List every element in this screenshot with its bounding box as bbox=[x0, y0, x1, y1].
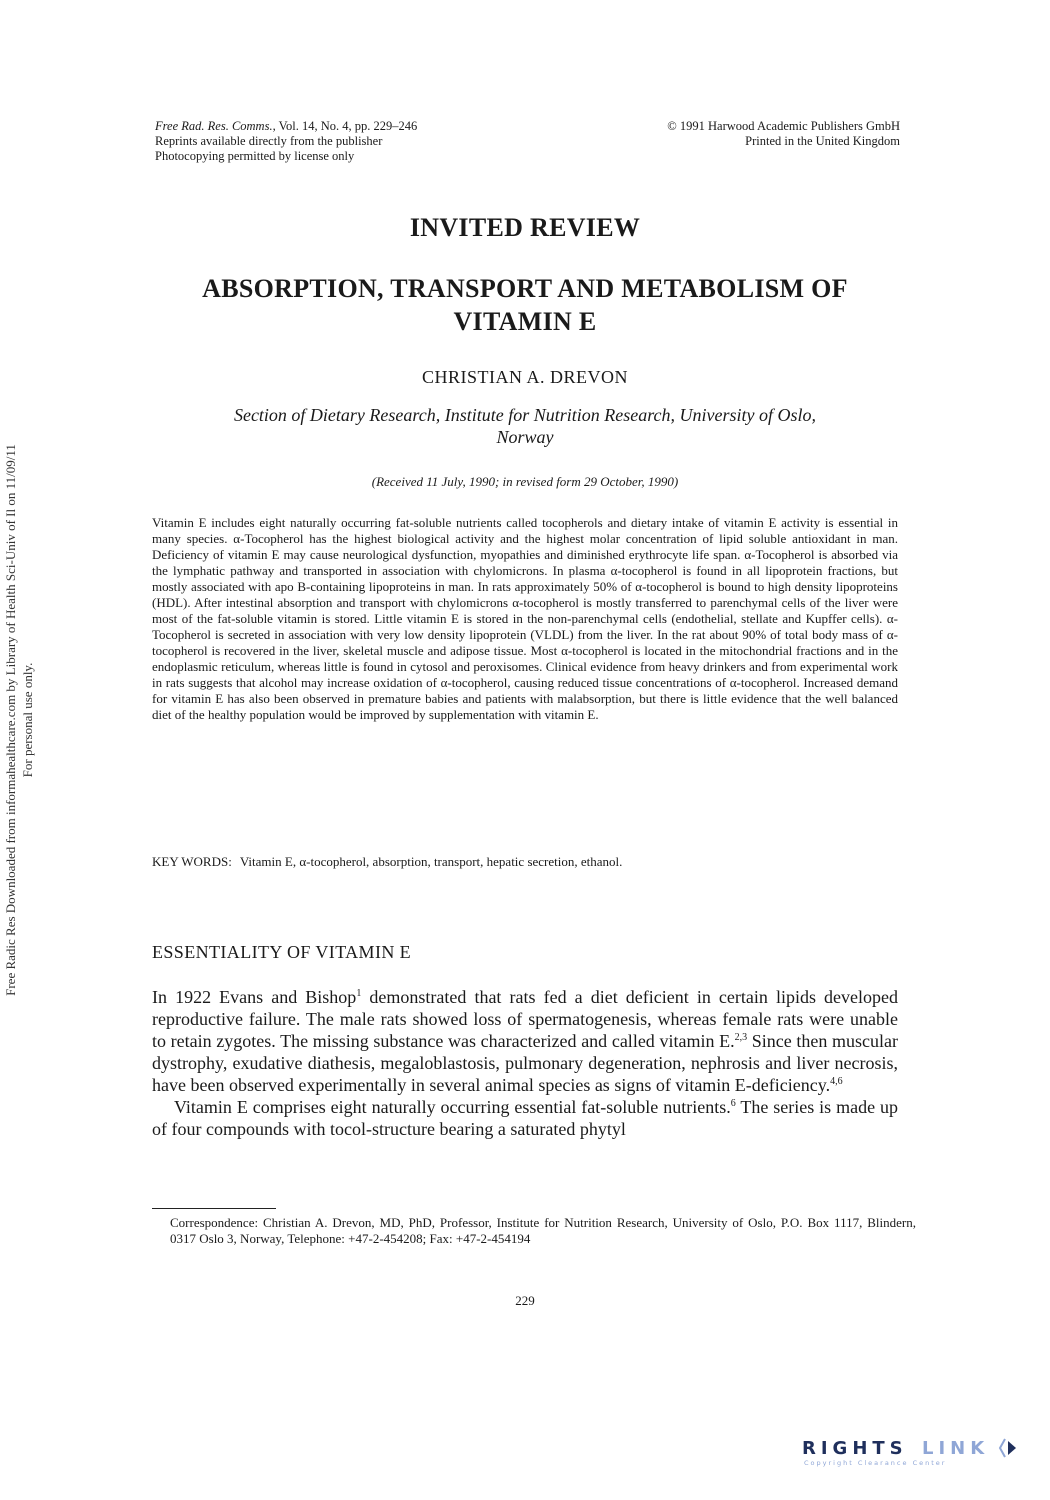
affiliation-line-1: Section of Dietary Research, Institute for Nutrition Research, University of Oslo, bbox=[233, 405, 817, 425]
title-line-2: VITAMIN E bbox=[453, 307, 597, 336]
journal-header bbox=[155, 119, 417, 164]
reference-1[interactable]: 1 bbox=[356, 988, 362, 999]
reference-4-6[interactable]: 4,6 bbox=[830, 1076, 843, 1087]
rightslink-logo[interactable] bbox=[802, 1433, 1026, 1469]
paragraph-2 bbox=[152, 1096, 898, 1140]
title-line-1: ABSORPTION, TRANSPORT AND METABOLISM OF bbox=[202, 274, 848, 303]
keywords bbox=[152, 854, 898, 870]
article-title bbox=[150, 272, 900, 338]
p1-text-c: Since then muscular dystrophy, exudative diathesis, megaloblastosis, pulmonary degeneration, nephrosis and liver necrosis, have been observed experimentally in several animal species as signs of vitamin E-deficiency. bbox=[152, 1031, 898, 1095]
affiliation-line-2: Norway bbox=[496, 427, 554, 447]
photocopy-note: Photocopying permitted by license only bbox=[155, 149, 355, 163]
copyright-note: © 1991 Harwood Academic Publishers GmbH bbox=[667, 119, 900, 133]
reprints-note: Reprints available directly from the publisher bbox=[155, 134, 383, 148]
watermark-line1: Free Radic Res Downloaded from informahealthcare.com by Library of Health Sci-Univ of Il on 11/09/11 bbox=[3, 444, 18, 996]
chevron-right-icon bbox=[1008, 1441, 1016, 1455]
received-dates: (Received 11 July, 1990; in revised form 29 October, 1990) bbox=[371, 474, 679, 489]
journal-name: Free Rad. Res. Comms. bbox=[155, 119, 273, 133]
body-text bbox=[152, 986, 898, 1140]
journal-citation bbox=[155, 119, 417, 134]
paragraph-1 bbox=[152, 986, 898, 1096]
footnote-rule bbox=[152, 1208, 276, 1209]
keywords-label: KEY WORDS: bbox=[152, 854, 232, 869]
author-affiliation bbox=[150, 404, 900, 448]
reference-2-3[interactable]: 2,3 bbox=[734, 1032, 748, 1043]
author-name: CHRISTIAN A. DREVON bbox=[421, 367, 628, 387]
section-heading: ESSENTIALITY OF VITAMIN E bbox=[152, 942, 412, 962]
p1-text-b: demonstrated that rats fed a diet deficient in certain lipids developed reproductive failure. The male rats showed loss of spermatogenesis, whereas female rats were unable to retain zygotes. The missing substance was characterized and called vitamin E. bbox=[152, 987, 899, 1051]
p1-text-a: In 1922 Evans and Bishop bbox=[152, 987, 357, 1007]
printed-note: Printed in the United Kingdom bbox=[745, 134, 900, 148]
logo-tagline: Copyright Clearance Center bbox=[804, 1459, 947, 1467]
p2-text-b: The series is made up of four compounds with tocol-structure bearing a saturated phytyl bbox=[152, 1097, 898, 1139]
chevron-left-icon bbox=[1000, 1439, 1005, 1457]
side-watermark bbox=[2, 350, 42, 1090]
reference-6[interactable]: 6 bbox=[730, 1098, 736, 1109]
journal-volume: , Vol. 14, No. 4, pp. 229–246 bbox=[272, 119, 418, 133]
logo-word-dark: RIGHTS bbox=[802, 1438, 908, 1459]
p2-text-a: Vitamin E comprises eight naturally occurring essential fat-soluble nutrients. bbox=[174, 1097, 731, 1117]
abstract: Vitamin E includes eight naturally occurring fat-soluble nutrients called tocopherols and dietary intake of vitamin E activity is essential in many species. α-Tocopherol has the highest biological activity and the highest molar concentration of lipid soluble antioxidant in man. Deficiency of vitamin E may cause neurological dysfunction, myopathies and diminished erythrocyte life span. α-Tocopherol is absorbed via the lymphatic pathway and transported in association with chylomicrons. In plasma α-tocopherol is found in all lipoprotein fractions, but mostly associated with apo B-containing lipoproteins in man. In rats approximately 50% of α-tocopherol is bound to high density lipoproteins (HDL). After intestinal absorption and transport with chylomicrons α-tocopherol is mostly transferred to parenchymal cells of the liver were most of the fat-soluble vitamin is stored. Little vitamin E is stored in the non-parenchymal cells (endothelial, stellate and Kupffer cells). α-Tocopherol is secreted in association with very low density lipoprotein (VLDL) from the liver. In the rat about 90% of total body mass of α-tocopherol is recovered in the liver, skeletal muscle and adipose tissue. Most α-tocopherol is located in the mitochondrial fractions and in the endoplasmic reticulum, whereas little is found in cytosol and peroxisomes. Clinical evidence from heavy drinkers and from experimental work in rats suggests that alcohol may increase oxidation of α-tocopherol, causing reduced tissue concentrations of α-tocopherol. Increased demand for vitamin E has also been observed in premature babies and patients with malabsorption, but there is little evidence that the well balanced diet of the healthy population would be improved by supplementation with vitamin E. bbox=[152, 515, 898, 722]
correspondence-footnote: Correspondence: Christian A. Drevon, MD, PhD, Professor, Institute for Nutrition Research, University of Oslo, P.O. Box 1117, Blindern, 0317 Oslo 3, Norway, Telephone: +47-2-454208; Fax: +47-2-454194 bbox=[170, 1215, 916, 1246]
logo-word-light: LINK bbox=[922, 1438, 990, 1459]
section-label: INVITED REVIEW bbox=[409, 213, 641, 242]
keywords-text: Vitamin E, α-tocopherol, absorption, transport, hepatic secretion, ethanol. bbox=[239, 854, 623, 869]
page-number: 229 bbox=[515, 1293, 535, 1308]
watermark-line2: For personal use only. bbox=[20, 662, 35, 778]
publisher-header bbox=[667, 119, 900, 149]
